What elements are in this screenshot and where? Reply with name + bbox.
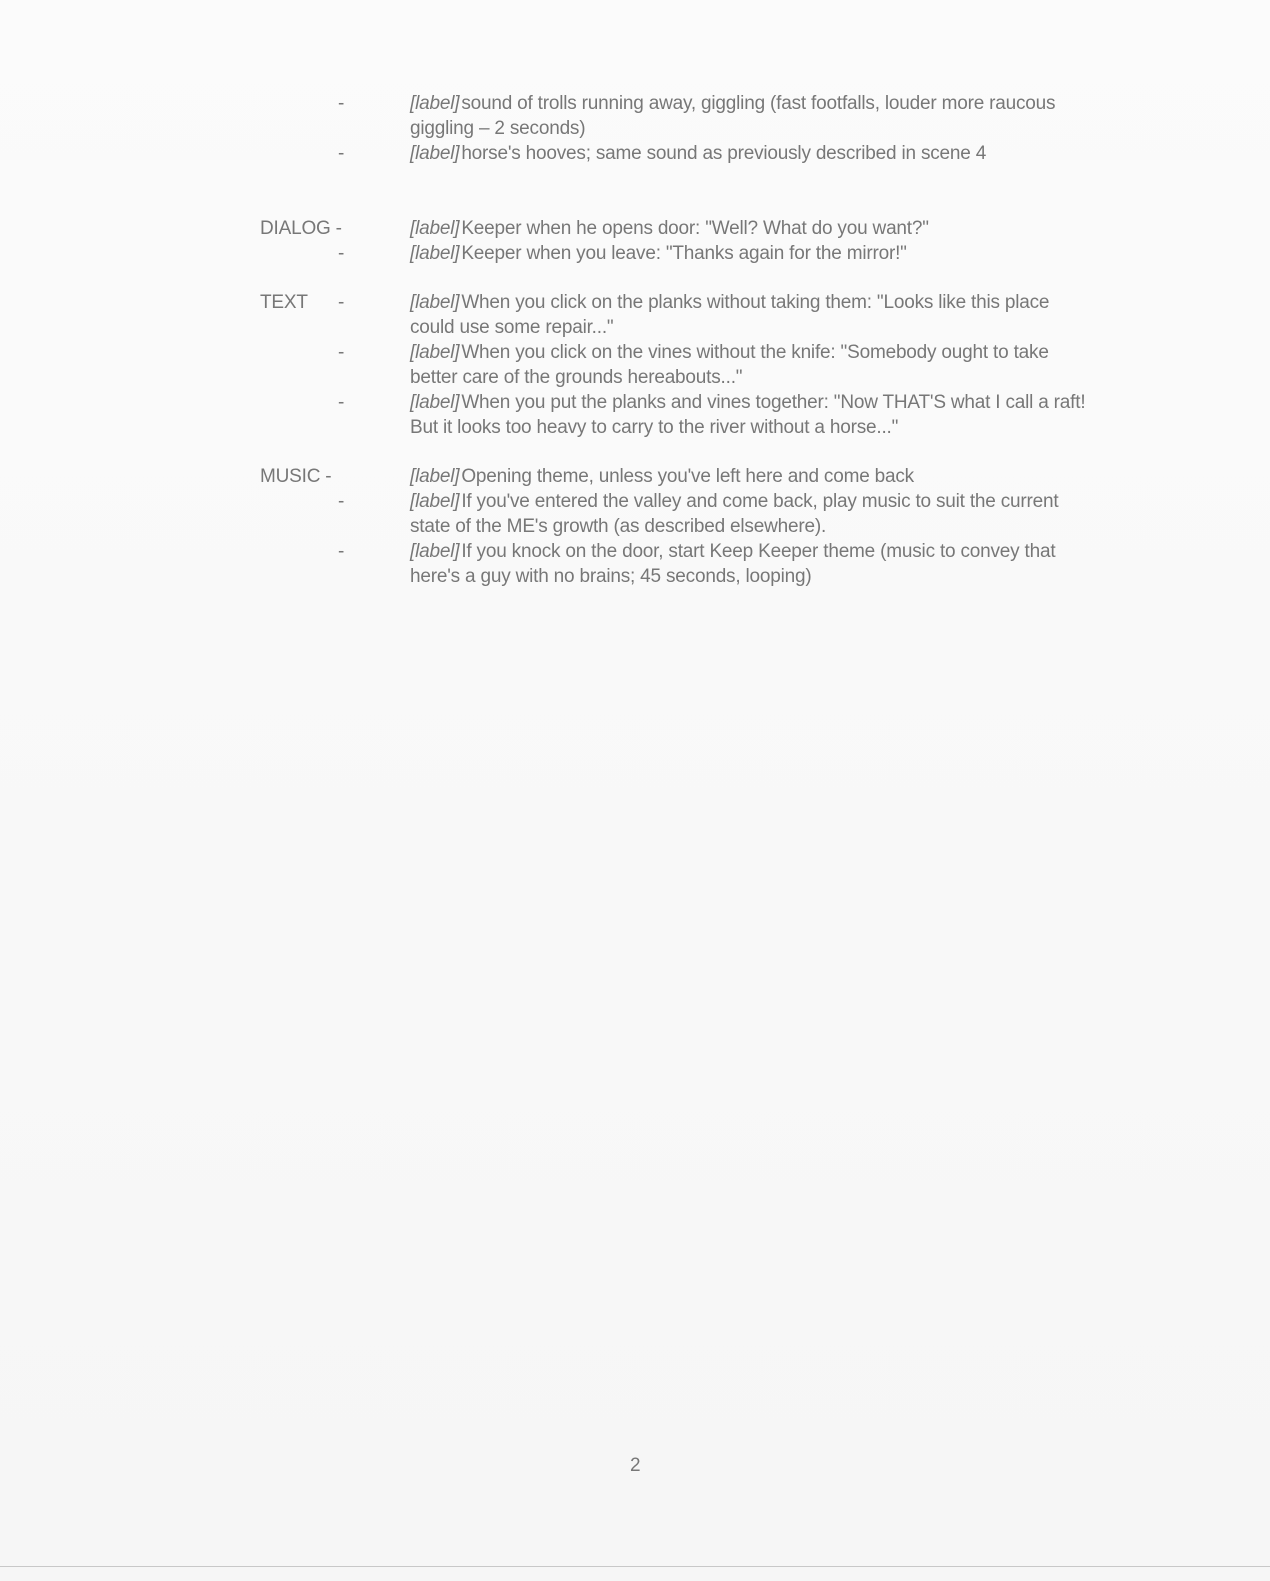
item-text <box>410 489 1090 539</box>
item-label: [label] <box>410 292 460 313</box>
bullet-dash: - <box>338 342 345 363</box>
page-number: 2 <box>630 1455 641 1476</box>
list-item <box>260 489 1100 539</box>
bullet-dash <box>338 464 410 489</box>
bullet-dash: - <box>338 93 345 114</box>
item-label: [label] <box>410 218 460 239</box>
bullet-dash: - <box>338 491 345 512</box>
item-description: Keeper when you leave: "Thanks again for the mirror!" <box>461 243 907 264</box>
item-label: [label] <box>410 466 460 487</box>
item-text <box>410 464 1090 489</box>
item-label: [label] <box>410 491 460 512</box>
item-text <box>410 290 1090 340</box>
section-heading <box>260 91 338 141</box>
bullet-dash <box>338 216 410 241</box>
bullet-dash: - <box>338 143 345 164</box>
item-text <box>410 216 1090 241</box>
item-label: [label] <box>410 243 460 264</box>
music-section <box>260 464 1100 589</box>
section-heading: MUSIC - <box>260 466 332 487</box>
dialog-section <box>260 216 1100 266</box>
list-item <box>260 241 1100 266</box>
item-description: If you've entered the valley and come back, play music to suit the current state of the ME's growth (as described elsewhere). <box>410 491 1059 537</box>
section-heading: TEXT <box>260 292 308 313</box>
bullet-dash: - <box>338 392 345 413</box>
item-description: sound of trolls running away, giggling (fast footfalls, louder more raucous giggling – 2 seconds) <box>410 93 1056 139</box>
item-label: [label] <box>410 541 460 562</box>
list-item <box>260 216 1100 241</box>
item-text <box>410 241 1090 266</box>
section-heading: DIALOG - <box>260 218 342 239</box>
bullet-dash: - <box>338 292 345 313</box>
item-label: [label] <box>410 143 460 164</box>
list-item <box>260 464 1100 489</box>
item-label: [label] <box>410 342 460 363</box>
item-description: Keeper when he opens door: "Well? What do you want?" <box>461 218 929 239</box>
list-item <box>260 91 1100 141</box>
bullet-dash: - <box>338 541 345 562</box>
item-description: horse's hooves; same sound as previously described in scene 4 <box>461 143 987 164</box>
item-description: Opening theme, unless you've left here and come back <box>461 466 914 487</box>
list-item <box>260 141 1100 166</box>
list-item <box>260 390 1100 440</box>
list-item <box>260 539 1100 589</box>
item-text <box>410 340 1090 390</box>
item-label: [label] <box>410 392 460 413</box>
bullet-dash: - <box>338 243 345 264</box>
scan-edge-line <box>0 1566 1270 1567</box>
sound-effects-section <box>260 91 1100 166</box>
item-text <box>410 539 1090 589</box>
list-item <box>260 340 1100 390</box>
text-section <box>260 290 1100 440</box>
item-description: When you put the planks and vines together: "Now THAT'S what I call a raft! But it looks too heavy to carry to the river without a horse..." <box>410 392 1086 438</box>
item-text <box>410 390 1090 440</box>
list-item <box>260 290 1100 340</box>
item-description: If you knock on the door, start Keep Keeper theme (music to convey that here's a guy with no brains; 45 seconds, looping) <box>410 541 1056 587</box>
item-description: When you click on the planks without taking them: "Looks like this place could use some repair..." <box>410 292 1050 338</box>
item-text <box>410 91 1090 141</box>
item-text <box>410 141 1090 166</box>
item-label: [label] <box>410 93 460 114</box>
item-description: When you click on the vines without the knife: "Somebody ought to take better care of the grounds hereabouts..." <box>410 342 1049 388</box>
